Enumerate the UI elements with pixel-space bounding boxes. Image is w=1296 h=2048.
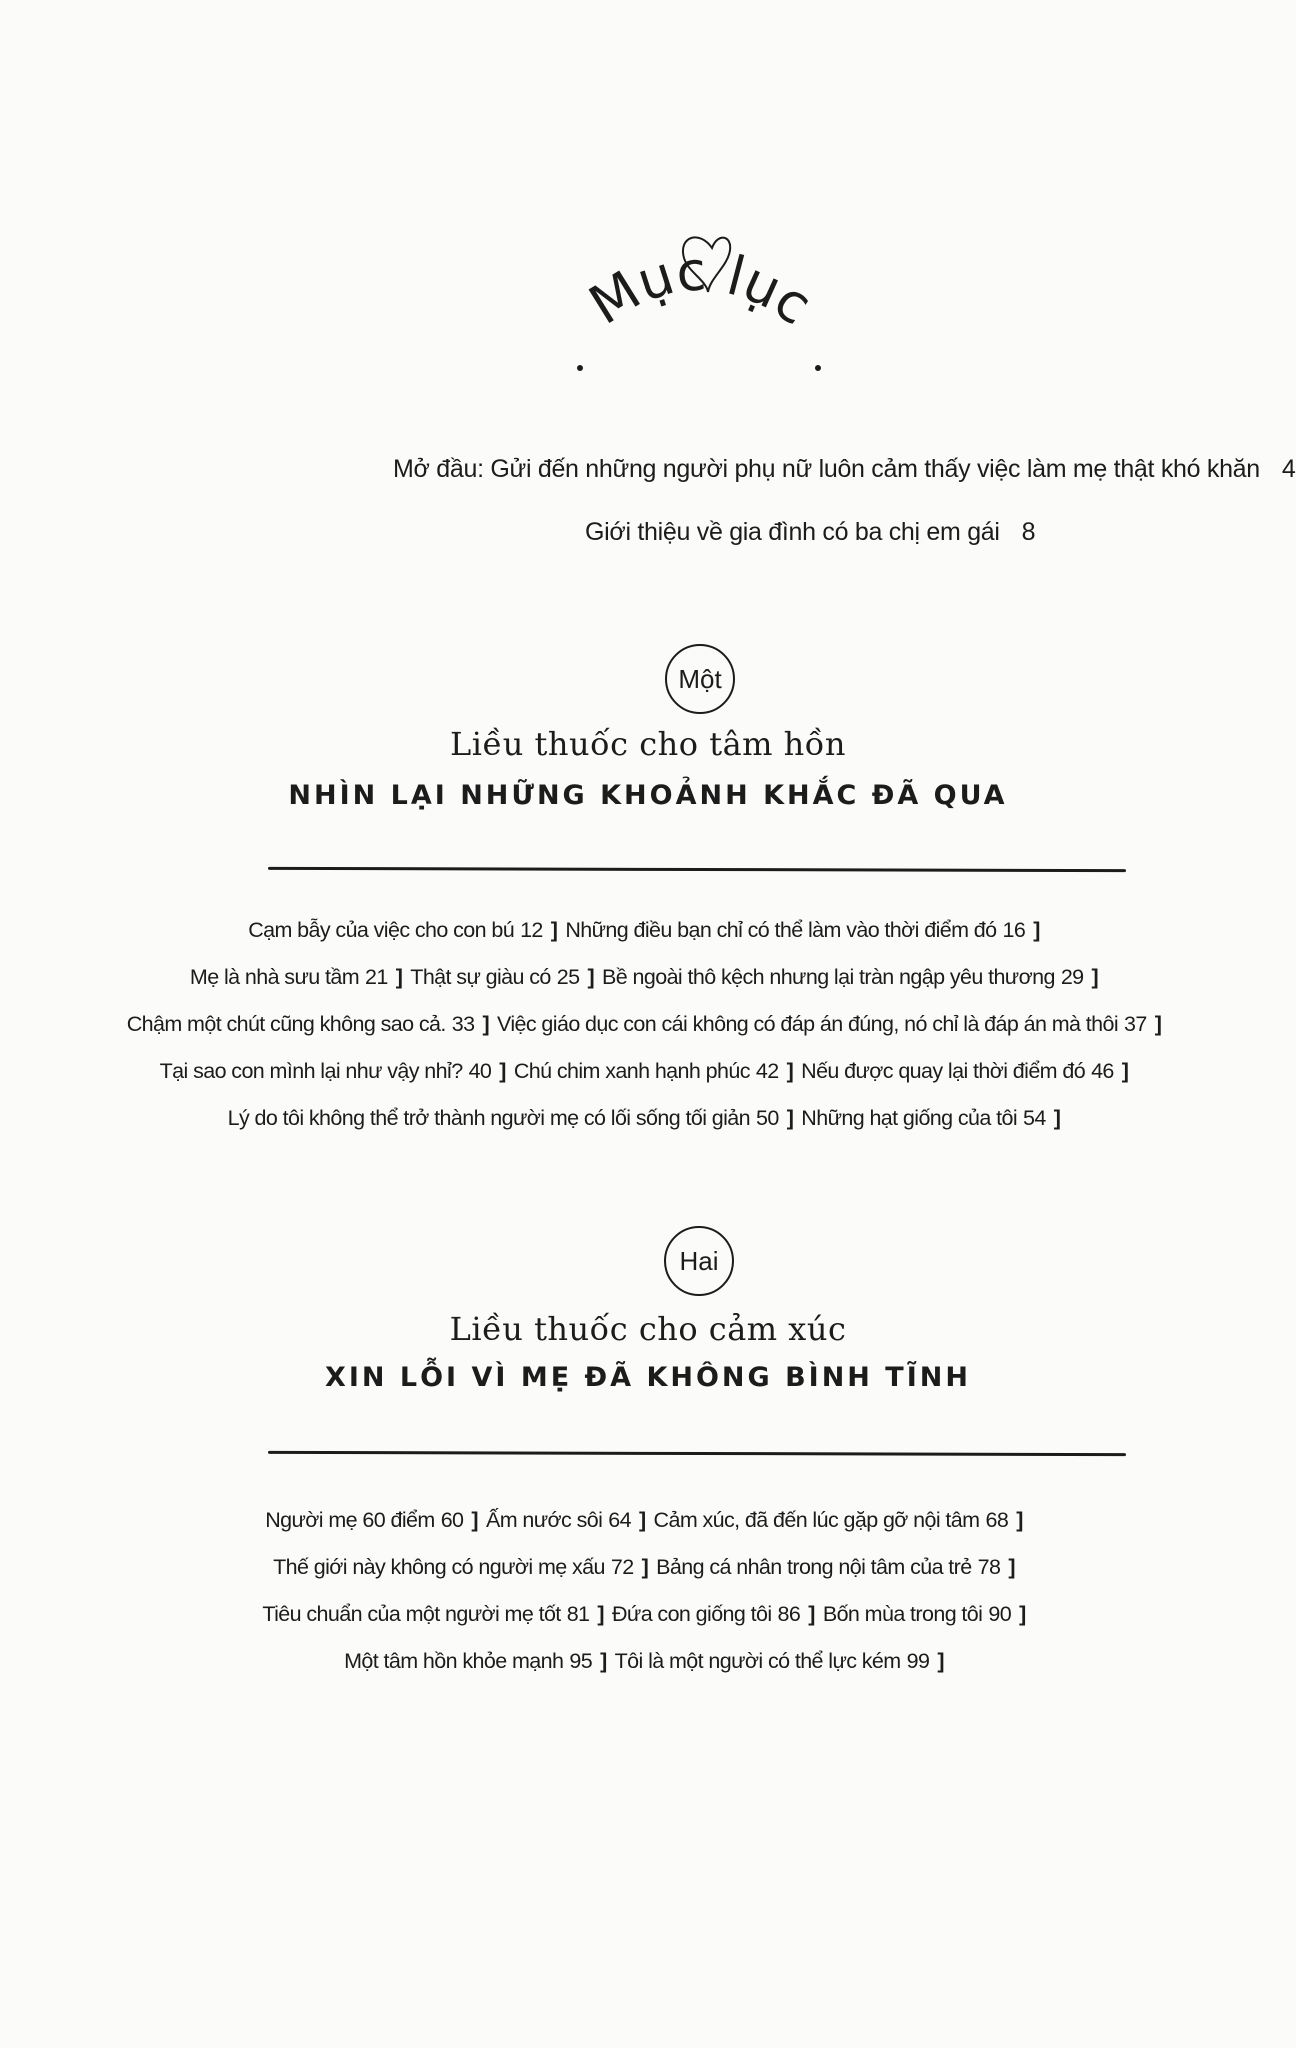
intro-entry [585,518,1035,547]
toc-entry [654,1508,1031,1532]
entry-separator: ] [1033,918,1040,942]
toc-entry-page: 78 [977,1555,1001,1579]
toc-entry-title: Bảng cá nhân trong nội tâm của trẻ [656,1555,972,1579]
toc-line [0,918,1296,943]
entry-separator: ] [638,1508,646,1532]
entry-separator: ] [1016,1508,1023,1532]
toc-entry-page: 33 [451,1012,475,1036]
section-badge: Hai [664,1226,734,1296]
toc-entry [602,965,1106,989]
entry-separator: ] [499,1059,506,1083]
entry-separator: ] [550,918,558,942]
toc-entry-page: 81 [566,1602,590,1626]
toc-entry [656,1555,1023,1579]
toc-entry-title: Thật sự giàu có [410,965,551,989]
toc-line [0,965,1296,990]
entry-separator: ] [1019,1602,1026,1626]
entry-separator: ] [1154,1012,1162,1036]
intro-entry-text: Mở đầu: Gửi đến những người phụ nữ luôn cảm thấy việc làm mẹ thật khó khăn [393,455,1260,483]
toc-entry [265,1508,486,1532]
entry-separator: ] [1053,1106,1061,1130]
toc-entry-title: Chậm một chút cũng không sao cả. [126,1012,446,1036]
toc-entry-page: 29 [1060,965,1084,989]
toc-line [0,1508,1296,1533]
section-kicker: Liều thuốc cho tâm hồn [450,725,846,763]
toc-entry-title: Tôi là một người có thể lực kém [614,1649,901,1673]
toc-entry [410,965,602,989]
toc-entry-page: 64 [608,1508,631,1532]
toc-entry-page: 50 [756,1106,779,1130]
toc-entry-page: 86 [777,1602,801,1626]
toc-entry [514,1059,801,1083]
entry-separator: ] [471,1508,478,1532]
entry-separator: ] [1008,1555,1015,1579]
toc-entry-page: 90 [988,1602,1012,1626]
section-divider [268,1451,1126,1456]
toc-entry-page: 16 [1002,918,1026,942]
toc-entry-title: Tiêu chuẩn của một người mẹ tốt [262,1602,561,1626]
toc-entry [615,1649,952,1673]
toc-entry-title: Người mẹ 60 điểm [265,1508,435,1532]
title-dot-right [815,365,821,371]
toc-entry-title: Tại sao con mình lại như vậy nhỉ? [159,1059,463,1083]
toc-entry [127,1012,497,1036]
toc-line [0,1555,1296,1580]
toc-entry-title: Việc giáo dục con cái không có đáp án đúng, nó chỉ là đáp án mà thôi [497,1012,1119,1036]
toc-entry-page: 37 [1124,1012,1147,1036]
entry-separator: ] [1091,965,1099,989]
toc-entry-page: 21 [365,965,388,989]
intro-entry-page: 4 [1281,455,1296,483]
toc-entry [228,1106,802,1130]
toc-entry-title: Mẹ là nhà sưu tầm [189,965,360,989]
entry-separator: ] [641,1555,649,1579]
toc-entry-page: 46 [1091,1059,1114,1083]
toc-entry-page: 72 [610,1555,634,1579]
toc-entry [823,1602,1034,1626]
entry-separator: ] [600,1649,607,1673]
toc-line [0,1059,1296,1084]
toc-entry-title: Những hạt giống của tôi [801,1106,1018,1130]
intro-entry-text: Giới thiệu về gia đình có ba chị em gái [585,518,1000,546]
toc-entry [344,1649,615,1673]
toc-line [0,1106,1296,1131]
toc-entry-title: Chú chim xanh hạnh phúc [513,1059,750,1083]
toc-entry-page: 68 [985,1508,1009,1532]
toc-entry [160,1059,514,1083]
toc-entry-title: Đứa con giống tôi [611,1602,772,1626]
toc-entry-title: Nếu được quay lại thời điểm đó [801,1059,1086,1083]
entry-separator: ] [1121,1059,1129,1083]
toc-entry-page: 54 [1023,1106,1046,1130]
title-arc-text: Mục lục [578,239,823,338]
toc-line [0,1012,1296,1037]
section-divider [268,867,1126,872]
toc-entry [190,965,410,989]
entry-separator: ] [937,1649,944,1673]
toc-line [0,1649,1296,1674]
intro-entry-page: 8 [1021,518,1036,546]
entry-separator: ] [597,1602,604,1626]
toc-title [560,200,840,390]
toc-entry-title: Một tâm hồn khỏe mạnh [344,1649,564,1673]
intro-entry [393,455,1296,484]
toc-entry [486,1508,654,1532]
toc-entry [273,1555,656,1579]
entry-separator: ] [808,1602,815,1626]
toc-entry-title: Cạm bẫy của việc cho con bú [248,918,515,942]
toc-line [0,1602,1296,1627]
toc-entry-page: 60 [440,1508,464,1532]
toc-entry-title: Lý do tôi không thể trở thành người mẹ có lối sống tối giản [227,1106,750,1130]
entry-separator: ] [395,965,403,989]
toc-entry-page: 40 [468,1059,492,1083]
section-title: NHÌN LẠI NHỮNG KHOẢNH KHẮC ĐÃ QUA [288,780,1008,811]
toc-entry-title: Những điều bạn chỉ có thể làm vào thời điểm đó [565,918,997,942]
toc-entry [497,1012,1169,1036]
section-title: XIN LỖI VÌ MẸ ĐÃ KHÔNG BÌNH TĨNH [325,1362,971,1393]
toc-entry [262,1602,612,1626]
toc-entry [801,1059,1136,1083]
title-arc-graphic [560,200,840,390]
toc-entry-page: 12 [520,918,543,942]
toc-entry [801,1106,1068,1130]
toc-entry-title: Bốn mùa trong tôi [822,1602,983,1626]
toc-entry-page: 99 [906,1649,930,1673]
title-dot-left [577,365,583,371]
toc-entry [565,918,1047,942]
toc-entry [248,918,565,942]
toc-entry-title: Bề ngoài thô kệch nhưng lại tràn ngập yêu thương [602,965,1055,989]
toc-entry-page: 95 [569,1649,593,1673]
toc-entry-title: Thế giới này không có người mẹ xấu [273,1555,605,1579]
section-kicker: Liều thuốc cho cảm xúc [449,1310,847,1348]
toc-entry [612,1602,823,1626]
entry-separator: ] [482,1012,490,1036]
entry-separator: ] [786,1106,794,1130]
entry-separator: ] [786,1059,794,1083]
toc-entry-page: 25 [556,965,580,989]
toc-entry-page: 42 [755,1059,779,1083]
toc-entry-title: Ấm nước sôi [485,1508,603,1532]
entry-separator: ] [587,965,595,989]
section-badge: Một [665,644,735,714]
toc-entry-title: Cảm xúc, đã đến lúc gặp gỡ nội tâm [653,1508,980,1532]
